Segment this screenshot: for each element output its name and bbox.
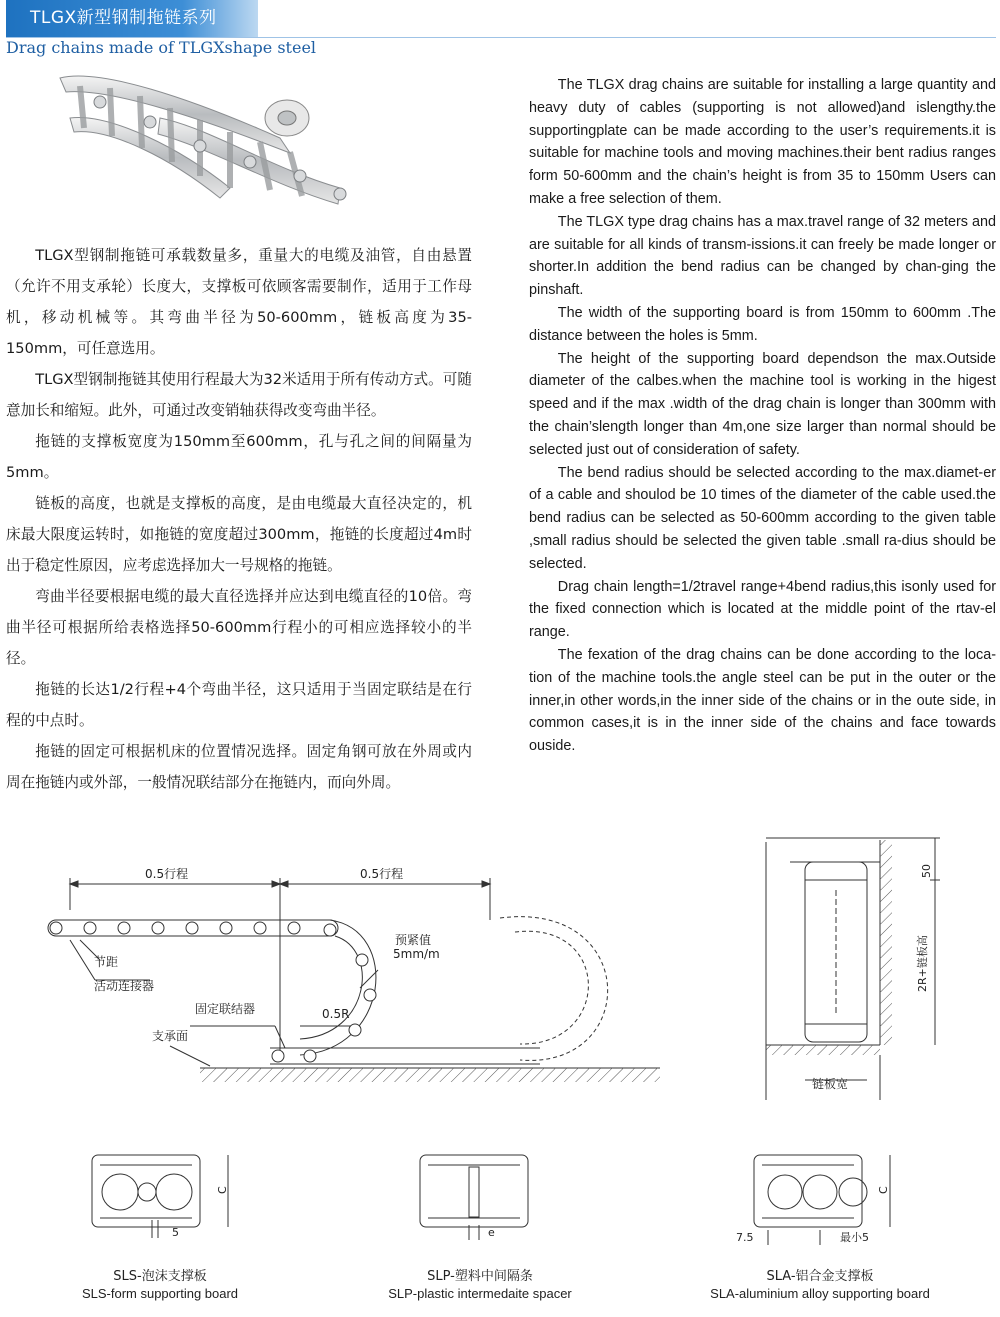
en-paragraph: The height of the supporting board dependson the max.Outside diameter of the calbes.when the machine tool is working in the higest speed and if the max .width of the drag chain is longer than 300mm with the chain’slength longer than 4m,one size larger than normal should be selected just out of consideration of safety.: [529, 350, 996, 458]
cn-paragraph: 拖链的长达1/2行程+4个弯曲半径，这只适用于当固定联结是在行程的中点时。: [6, 681, 472, 729]
sls-caption-cn: SLS-泡沫支撑板: [113, 1269, 207, 1284]
sla-dim-min5: 最小5: [840, 1231, 869, 1244]
page-subtitle: Drag chains made of TLGXshape steel: [6, 38, 317, 57]
drag-chain-photo: [40, 58, 380, 228]
cn-paragraph: 链板的高度，也就是支撑板的高度，是由电缆最大直径决定的，机床最大限度运转时，如拖链的宽度超过300mm，拖链的长度超过4m时出于稳定性原因，应考虑选择加大一号规格的拖链。: [6, 495, 472, 574]
radius-label: 0.5R: [322, 1007, 350, 1021]
side-width-dim: 链板宽: [812, 1077, 849, 1091]
en-paragraph: The width of the supporting board is from 150mm to 600mm .The distance between the holes is 5mm.: [529, 304, 996, 344]
sla-dim-c: C: [877, 1186, 890, 1194]
cn-paragraph: 弯曲半径要根据电缆的最大直径选择并应达到电缆直径的10倍。弯曲半径可根据所给表格选择50-600mm行程小的可相应选择较小的半径。: [6, 588, 472, 667]
side-height-dim: 2R+链板高: [916, 935, 929, 992]
sls-dim-c: C: [216, 1186, 229, 1194]
cn-paragraph: TLGX型钢制拖链可承载数量多，重量大的电缆及油管，自由悬置（允许不用支承轮）长度大，支撑板可依顾客需要制作，适用于工作母机，移动机械等。其弯曲半径为50-600mm，链板高度为35-150mm，可任意选用。: [6, 247, 472, 357]
cn-paragraph: TLGX型钢制拖链其使用行程最大为32米适用于所有传动方式。可随意加长和缩短。此外，可通过改变销轴获得改变弯曲半径。: [6, 371, 472, 419]
slp-caption-en: SLP-plastic intermedaite spacer: [388, 1286, 572, 1301]
support-surface-label: 支承面: [152, 1029, 189, 1043]
side-top-dim: 50: [920, 864, 933, 878]
cn-paragraph: 拖链的支撑板宽度为150mm至600mm，孔与孔之间的间隔量为5mm。: [6, 433, 472, 481]
movable-connector-label: 活动连接器: [94, 979, 155, 993]
sla-caption-en: SLA-aluminium alloy supporting board: [710, 1286, 930, 1301]
en-paragraph: The TLGX type drag chains has a max.travel range of 32 meters and are suitable for all kinds of transm-issions.it can freely be made longer or shorter.In addition the bend radius can be changed by chan-ging the pinshaft.: [529, 213, 996, 299]
preload-label: 预紧值: [395, 933, 432, 947]
sla-dim-7-5: 7.5: [736, 1231, 754, 1244]
preload-value: 5mm/m: [393, 947, 440, 961]
technical-diagrams: [0, 820, 1000, 1317]
travel-right-label: 0.5行程: [360, 867, 404, 881]
en-paragraph: The fexation of the drag chains can be done according to the loca-tion of the machine tools.the angle steel can be put in the outer or the inner,in other words,in the inner side of the chains or in the oute side, in common cases,it is in the inner side of the chains and face towards ouside.: [529, 646, 996, 755]
sls-dim-5: 5: [172, 1226, 179, 1239]
en-paragraph: Drag chain length=1/2travel range+4bend radius,this isonly used for the fixed connection which is located at the middle point of the rtav-el range.: [529, 578, 996, 641]
page-title: TLGX新型钢制拖链系列: [6, 0, 258, 37]
en-paragraph: The TLGX drag chains are suitable for installing a large quantity and heavy duty of cables (supporting is not allowed)and islengthy.the supportingplate can be made according to the user’s requirements.it is suitable for machine tools and moving machines.their bent radius ranges form 50-600mm and the chain’s height is from 35 to 150mm Users can make a free selection of them.: [529, 77, 996, 207]
slp-caption-cn: SLP-塑料中间隔条: [427, 1269, 533, 1284]
sla-caption-cn: SLA-铝合金支撑板: [766, 1269, 874, 1284]
fixed-connector-label: 固定联结器: [195, 1002, 256, 1016]
pitch-label: 节距: [94, 955, 119, 969]
slp-dim-e: e: [488, 1226, 495, 1239]
cn-paragraph: 拖链的固定可根据机床的位置情况选择。固定角钢可放在外周或内周在拖链内或外部，一般情况联结部分在拖链内，而向外周。: [6, 743, 472, 791]
english-description: [529, 74, 996, 758]
travel-left-label: 0.5行程: [145, 867, 189, 881]
sls-caption-en: SLS-form supporting board: [81, 1286, 239, 1301]
en-paragraph: The bend radius should be selected according to the max.diamet-er of a cable and shoulod be 10 times of the diameter of the cable used.the bend radius can be selected as 50-600mm according to the given table ,small radius should be selected the given table .small ra-dius should be selected.: [529, 464, 996, 572]
chinese-description: [6, 240, 472, 798]
